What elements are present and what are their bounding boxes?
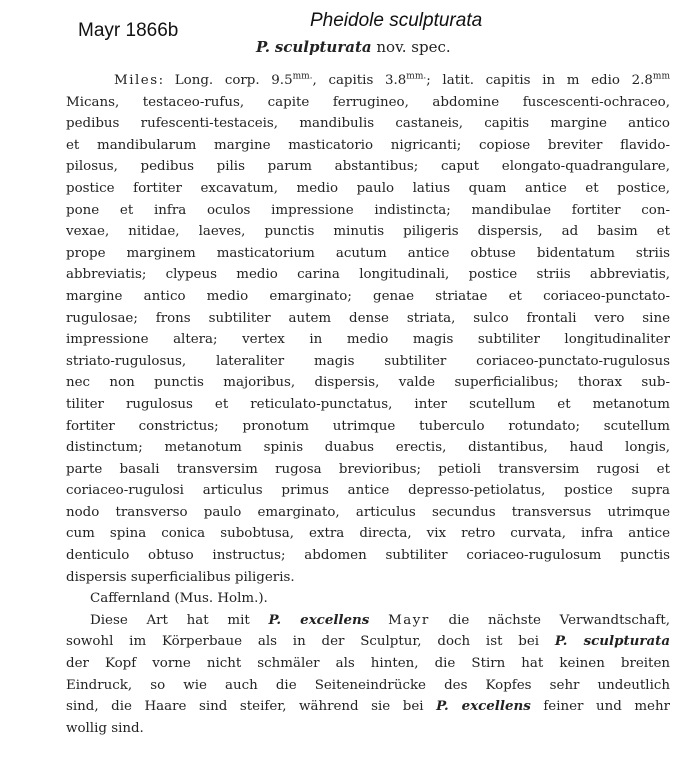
german-line: sind, die Haare sind steifer, während sie bei P. excellens feiner und mehr <box>66 698 670 715</box>
species-heading <box>256 38 451 56</box>
species-epithet: sculpturata <box>274 38 372 56</box>
latin-line: rugulosae; frons subtiliter autem dense striata, sulco frontali vero sine <box>66 310 670 326</box>
measure-body: Long. corp. 9.5 <box>174 73 293 88</box>
latin-line: Micans, testaceo-rufus, capite ferrugineo, abdomine fuscescenti-ochraceo, <box>66 94 670 110</box>
latin-line: denticulo obtuso instructus; abdomen subtiliter coriaceo-rugulosum punctis <box>66 548 670 564</box>
latin-line: prope marginem masticatorium acutum antice obtuse bidentatum striis <box>66 245 670 261</box>
latin-line: pedibus rufescenti-testaceis, mandibulis castaneis, capitis margine antico <box>66 116 670 132</box>
species-note: nov. spec. <box>376 38 451 56</box>
species-genus: P. <box>256 38 271 56</box>
measure-width: latit. capitis in m edio 2.8 <box>442 73 653 88</box>
unit-head: mm. <box>406 71 427 82</box>
citation-label: Mayr 1866b <box>78 20 179 41</box>
latin-line-intro: Miles: Long. corp. $9.5^{mm.}$, capitis $3.8^{mm.}$; latit. capitis in m edio $2.8^{mm}$ <box>114 71 670 88</box>
latin-line: dispersis superficialibus piligeris. <box>66 569 295 585</box>
german-line: Diese Art hat mit P. excellens Mayr die nächste Verwandtschaft, <box>90 611 670 628</box>
locality-line: Caffernland (Mus. Holm.). <box>90 591 268 607</box>
species-label: Pheidole sculpturata <box>310 10 483 31</box>
latin-line: coriaceo-rugulosi articulus primus antice depresso-petiolatus, postice supra <box>66 483 670 499</box>
latin-line: striato-rugulosus, lateraliter magis subtiliter coriaceo-punctato-rugulosus <box>66 353 670 369</box>
latin-line: impressione altera; vertex in medio magis subtiliter longitudinaliter <box>66 332 670 348</box>
german-line: sowohl im Körperbaue als in der Sculptur, doch ist bei P. sculpturata <box>66 633 670 650</box>
latin-line: nodo transverso paulo emarginato, articulus secundus transversus utrimque <box>66 504 670 520</box>
latin-line: nec non punctis majoribus, dispersis, valde superficialibus; thorax sub- <box>66 375 670 391</box>
german-line: der Kopf vorne nicht schmäler als hinten, die Stirn hat keinen breiten <box>66 656 670 672</box>
latin-line: tiliter rugulosus et reticulato-punctatus, inter scutellum et metanotum <box>66 396 670 412</box>
latin-line: parte basali transversim rugosa brevioribus; petioli transversim rugosi et <box>66 461 670 477</box>
caste-label: Miles <box>114 73 159 88</box>
latin-line: fortiter constrictus; pronotum utrimque tuberculo rotundato; scutellum <box>66 418 670 434</box>
latin-line: cum spina conica subobtusa, extra directa, vix retro curvata, infra antice <box>66 526 670 542</box>
latin-line: pone et infra oculos impressione indistincta; mandibulae fortiter con- <box>66 202 670 218</box>
species-ref: P. excellens <box>268 611 370 628</box>
latin-line: postice fortiter excavatum, medio paulo latius quam antice et postice, <box>66 180 670 196</box>
unit-width: mm <box>652 71 670 82</box>
species-ref: P. sculpturata <box>554 633 670 650</box>
species-ref: P. excellens <box>436 698 531 715</box>
latin-line: margine antico medio emarginato; genae striatae et coriaceo-punctato- <box>66 288 670 304</box>
latin-line: abbreviatis; clypeus medio carina longitudinali, postice striis abbreviatis, <box>66 267 670 283</box>
latin-line: distinctum; metanotum spinis duabus erectis, distantibus, haud longis, <box>66 440 670 456</box>
unit-body: mm. <box>292 71 313 82</box>
german-line: Eindruck, so wie auch die Seiteneindrücke des Kopfes sehr undeutlich <box>66 677 670 693</box>
latin-line: pilosus, pedibus pilis parum abstantibus; caput elongato-quadrangulare, <box>66 159 670 175</box>
author-ref: Mayr <box>388 612 430 628</box>
description-text <box>66 70 670 739</box>
latin-line: vexae, nitidae, laeves, punctis minutis piligeris dispersis, ad basim et <box>66 224 670 240</box>
latin-line: et mandibularum margine masticatorio nigricanti; copiose breviter flavido- <box>66 137 670 153</box>
german-line: wollig sind. <box>66 720 144 736</box>
measure-head: capitis 3.8 <box>328 73 407 88</box>
